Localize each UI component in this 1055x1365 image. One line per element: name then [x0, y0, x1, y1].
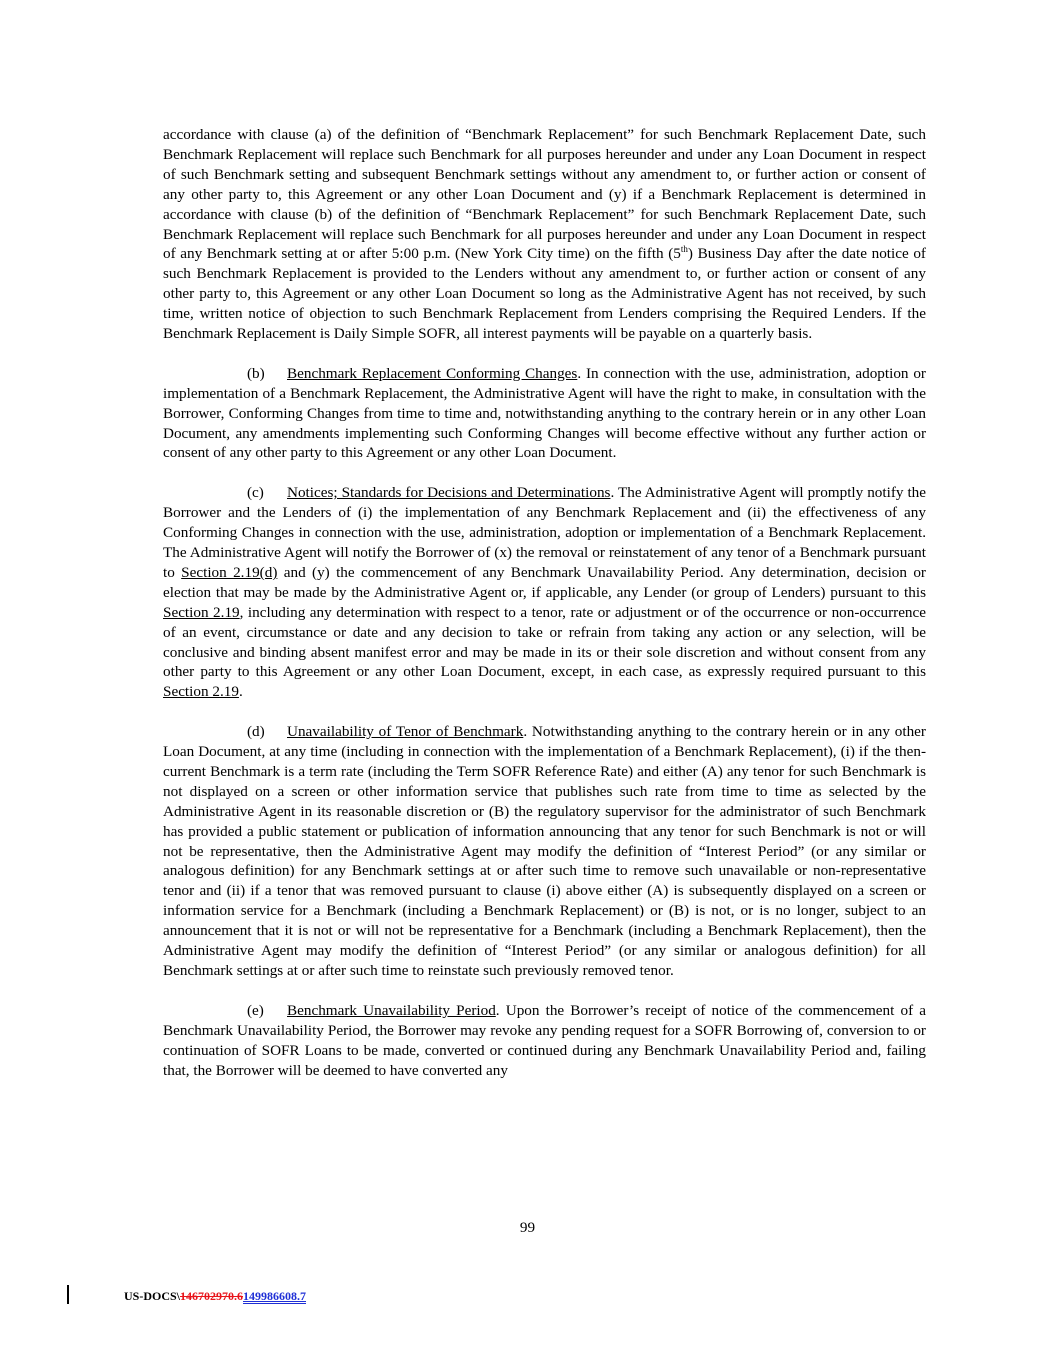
document-body: [163, 125, 926, 1100]
page-number: 99: [519, 1219, 536, 1236]
superscript-th: th: [680, 244, 688, 255]
clause-heading: Benchmark Unavailability Period: [287, 1001, 496, 1019]
paragraph-text: . Upon the Borrower’s receipt of notice of the commencement of a Benchmark Unavailability Period, the Borrower may revoke any pending request for a SOFR Borrowing of, conversion to or continuation of SOFR Loans to be made, converted or continued during any Benchmark Unavailability Period and, failing that, the Borrower will be deemed to have converted any: [163, 1001, 926, 1079]
inserted-doc-id: 149986608.7: [243, 1289, 307, 1303]
paragraph-text: . The Administrative Agent will promptly notify the Borrower and the Lenders of (i) the implementation of any Benchmark Replacement and (ii) the effectiveness of any Conforming Changes in connection with the use, administration, adoption or implementation of a Benchmark Replacement. The Administrative Agent will notify the Borrower of (x) the removal or reinstatement of any tenor of a Benchmark pursuant to: [163, 484, 926, 581]
clause-label: (e): [247, 1001, 264, 1019]
paragraph-text: ) Business Day after the date notice of such Benchmark Replacement is provided to the Lenders without any amendment to, or further action or consent of any other party to, this Agreement or any other Loan Document so long as the Administrative Agent has not received, by such time, written notice of objection to such Benchmark Replacement from Lenders comprising the Required Lenders. If the Benchmark Replacement is Daily Simple SOFR, all interest payments will be payable on a quarterly basis.: [163, 245, 926, 343]
clause-label: (c): [247, 484, 264, 502]
clause-heading: Notices; Standards for Decisions and Determinations: [287, 484, 611, 502]
clause-label: (d): [247, 723, 265, 741]
section-reference-link[interactable]: Section 2.19: [163, 603, 240, 621]
section-reference-link[interactable]: Section 2.19: [163, 683, 239, 701]
paragraph-text: .: [238, 683, 243, 701]
clause-label: (b): [247, 364, 265, 382]
paragraph-d: [163, 722, 926, 981]
paragraph-text: . Notwithstanding anything to the contrary herein or in any other Loan Document, at any time (including in connection with the implementation of a Benchmark Replacement), (i) if the then-current Benchmark is a term rate (including the Term SOFR Reference Rate) and either (A) any tenor for such Benchmark is not displayed on a screen or other information service that publishes such rate from time to time as selected by the Administrative Agent in its reasonable discretion or (B) the regulatory supervisor for the administrator of such Benchmark has provided a public statement or publication of information announcing that any tenor for such Benchmark is not or will not be representative, then the Administrative Agent may modify the definition of “Interest Period” (or any similar or analogous definition) for any Benchmark settings at or after such time to remove such unavailable or non-representative tenor and (ii) if a tenor that was removed pursuant to clause (i) above either (A) is subsequently displayed on a screen or information service for a Benchmark (including a Benchmark Replacement) or (B) is not, or is no longer, subject to an announcement that it is not or will not be representative for a Benchmark (including a Benchmark Replacement), then the Administrative Agent may modify the definition of “Interest Period” (or any similar or analogous definition) for all Benchmark settings at or after such time to reinstate such previously removed tenor.: [163, 723, 926, 980]
doc-id-prefix: US-DOCS\: [124, 1289, 181, 1303]
paragraph-text: accordance with clause (a) of the definition of “Benchmark Replacement” for such Benchmark Replacement Date, such Benchmark Replacement will replace such Benchmark for all purposes hereunder and under any Loan Document in respect of such Benchmark setting and subsequent Benchmark settings without any amendment to, or further action or consent of any other party to, this Agreement or any other Loan Document and (y) if a Benchmark Replacement is determined in accordance with clause (b) of the definition of “Benchmark Replacement” for such Benchmark Replacement Date, such Benchmark Replacement will replace such Benchmark for all purposes hereunder and under any Loan Document in respect of any Benchmark setting at or after 5:00 p.m. (New York City time) on the fifth (5: [163, 126, 926, 263]
revision-change-bar: [67, 1285, 69, 1304]
section-reference-link[interactable]: Section 2.19(d): [181, 563, 278, 581]
paragraph-e: [163, 1001, 926, 1081]
deleted-doc-id: 146702970.6: [180, 1289, 244, 1303]
paragraph-c: [163, 483, 926, 702]
paragraph-continuation: [163, 125, 926, 344]
paragraph-text: and (y) the commencement of any Benchmark Unavailability Period. Any determination, decision or election that may be made by the Administrative Agent or, if applicable, any Lender (or group of Lenders) pursuant to this: [163, 563, 926, 601]
clause-heading: Benchmark Replacement Conforming Changes: [287, 364, 578, 382]
paragraph-b: [163, 364, 926, 464]
clause-heading: Unavailability of Tenor of Benchmark: [287, 723, 524, 741]
document-id-footer: [124, 1289, 306, 1304]
paragraph-text: . In connection with the use, administration, adoption or implementation of a Benchmark Replacement, the Administrative Agent will have the right to make, in consultation with the Borrower, Conforming Changes from time to time and, notwithstanding anything to the contrary herein or in any other Loan Document, any amendments implementing such Conforming Changes will become effective without any further action or consent of any other party to this Agreement or any other Loan Document.: [163, 364, 926, 462]
paragraph-text: , including any determination with respect to a tenor, rate or adjustment or of the occurrence or non-occurrence of an event, circumstance or date and any decision to take or refrain from taking any action or any selection, will be conclusive and binding absent manifest error and may be made in its or their sole discretion and without consent from any other party to this Agreement or any other Loan Document, except, in each case, as expressly required pursuant to this: [163, 603, 927, 681]
